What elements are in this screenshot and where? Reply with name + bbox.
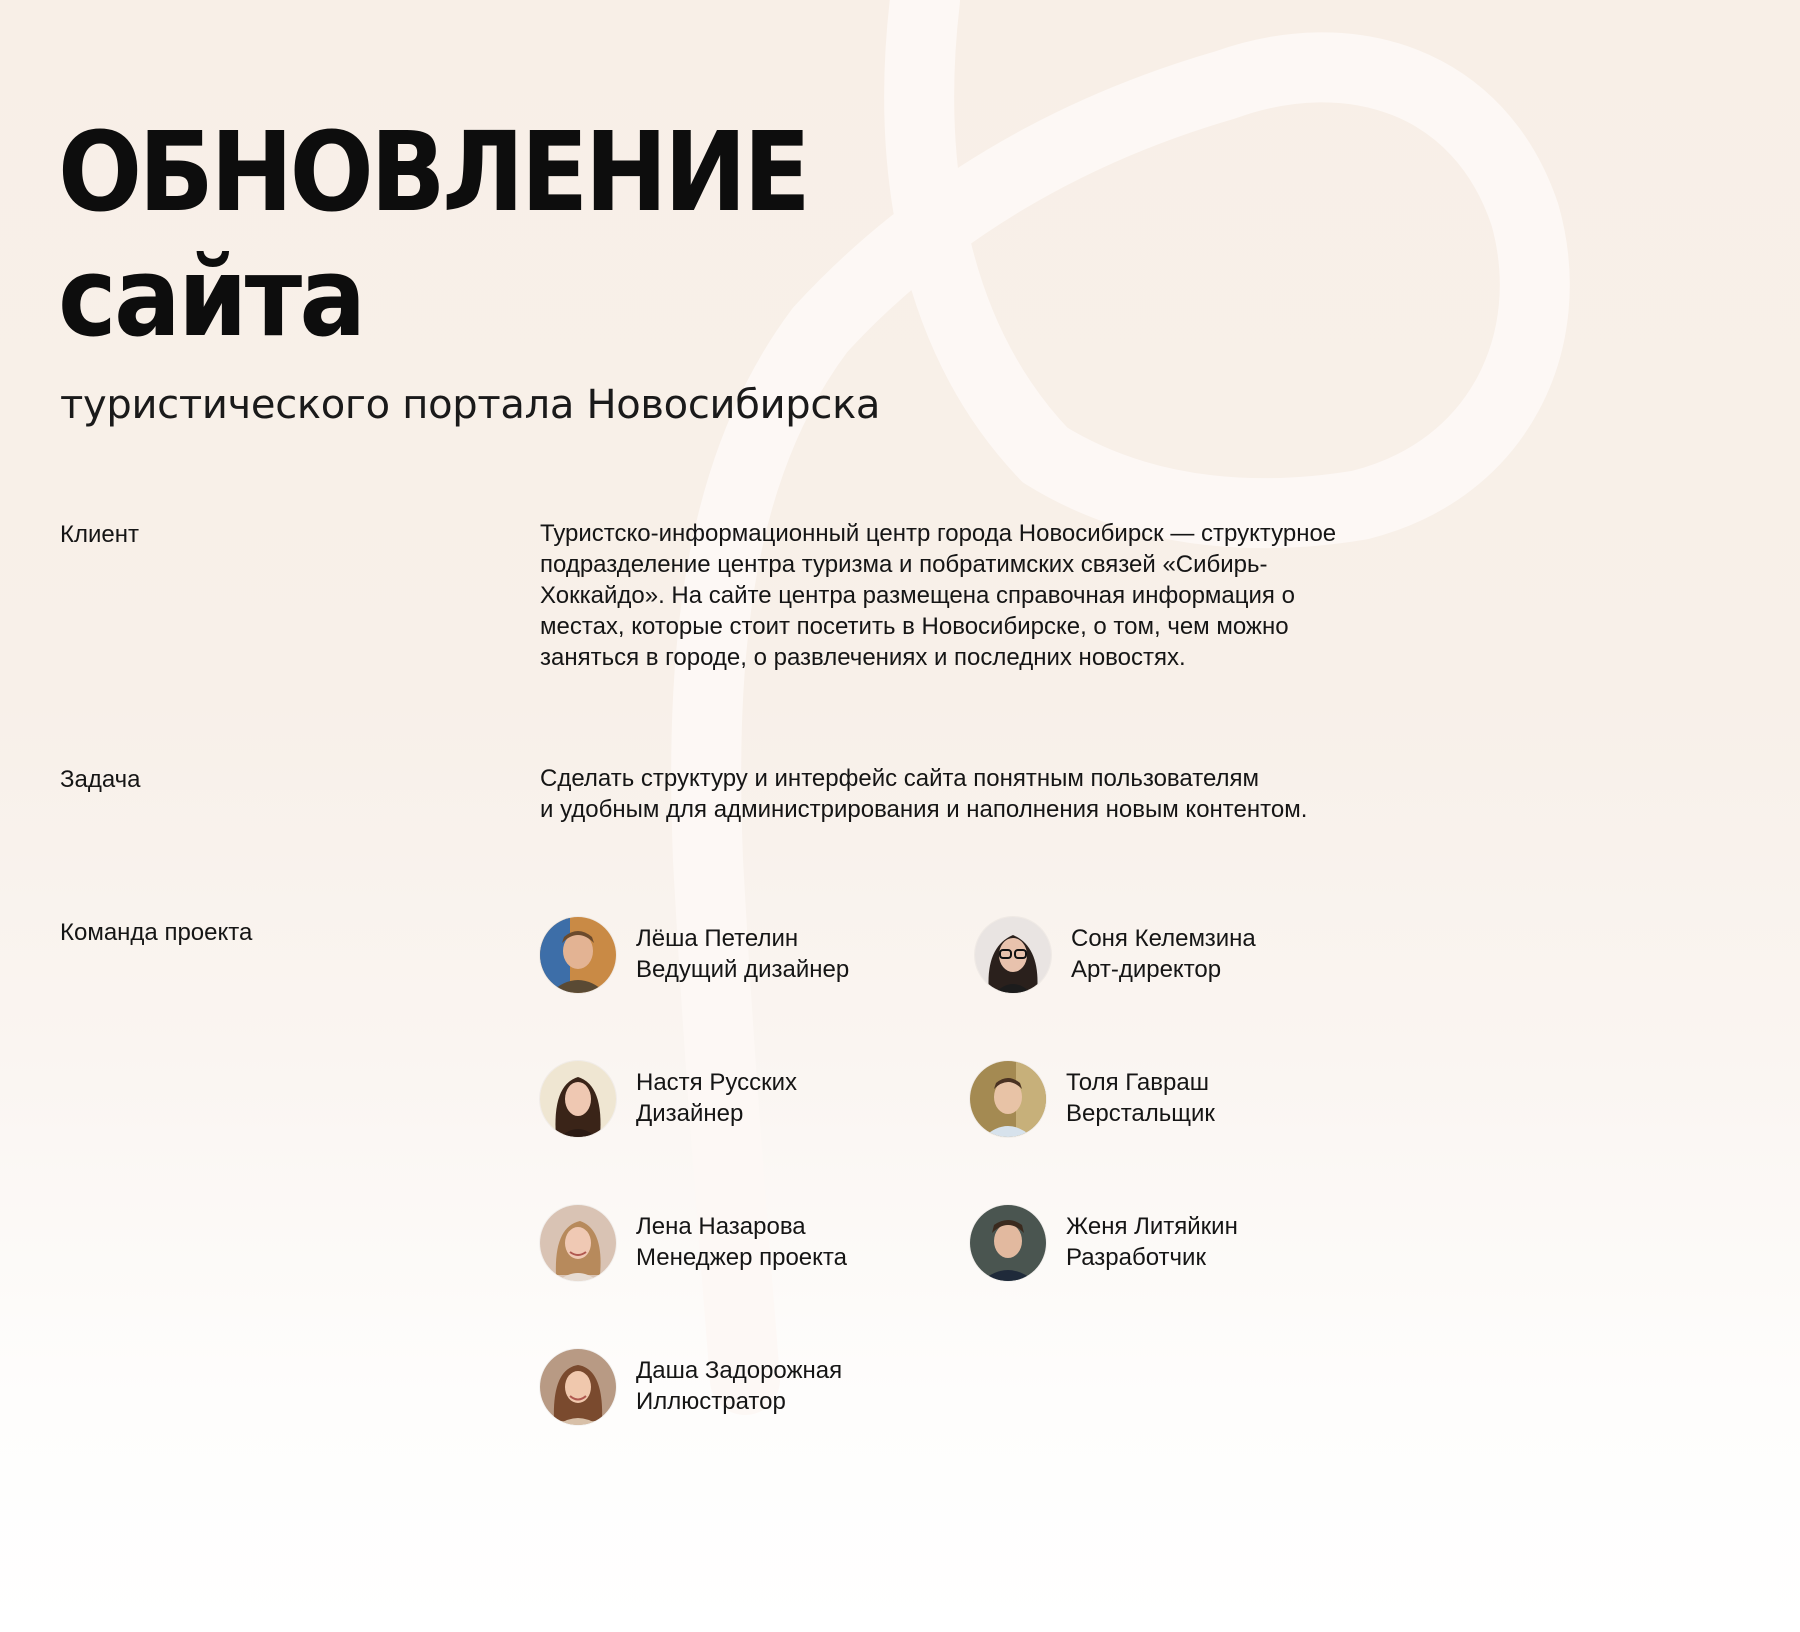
task-label: Задача: [60, 766, 141, 793]
avatar: [970, 1205, 1046, 1281]
avatar: [540, 1061, 616, 1137]
member-name: Толя Гавраш: [1066, 1069, 1209, 1096]
task-description: [540, 763, 1360, 825]
member-role: Арт-директор: [1071, 956, 1222, 983]
member-role: Дизайнер: [636, 1100, 744, 1127]
avatar: [970, 1061, 1046, 1137]
member-role: Иллюстратор: [636, 1388, 786, 1415]
member-name: Женя Литяйкин: [1066, 1213, 1238, 1240]
team-label: Команда проекта: [60, 919, 253, 946]
member-name: Настя Русских: [636, 1069, 797, 1096]
member-name: Соня Келемзина: [1071, 925, 1256, 952]
page-subtitle: туристического портала Новосибирска: [60, 382, 881, 428]
member-role: Верстальщик: [1066, 1100, 1215, 1127]
avatar: [540, 1205, 616, 1281]
avatar: [540, 1349, 616, 1425]
page-title-line-1: ОБНОВЛЕНИЕ: [58, 108, 808, 236]
page-title-line-2: сайта: [58, 233, 364, 361]
avatar: [975, 917, 1051, 993]
task-description-line-2: и удобным для администрирования и наполнения новым контентом.: [540, 796, 1308, 823]
avatar: [540, 917, 616, 993]
task-description-line-1: Сделать структуру и интерфейс сайта понятным пользователям: [540, 765, 1260, 792]
member-role: Ведущий дизайнер: [636, 956, 850, 983]
member-name: Даша Задорожная: [636, 1357, 843, 1384]
member-role: Разработчик: [1066, 1244, 1206, 1271]
member-name: Лена Назарова: [636, 1213, 806, 1240]
client-description: Туристско-информационный центр города Новосибирск — структурное подразделение центра туризма и побратимских связей «Сибирь-Хоккайдо». На сайте центра размещена справочная информация о местах, которые стоит посетить в Новосибирске, о том, чем можно заняться в городе, о развлечениях и последних новостях.: [540, 520, 1337, 671]
member-name: Лёша Петелин: [636, 925, 799, 952]
member-role: Менеджер проекта: [636, 1244, 847, 1271]
client-label: Клиент: [60, 521, 139, 548]
